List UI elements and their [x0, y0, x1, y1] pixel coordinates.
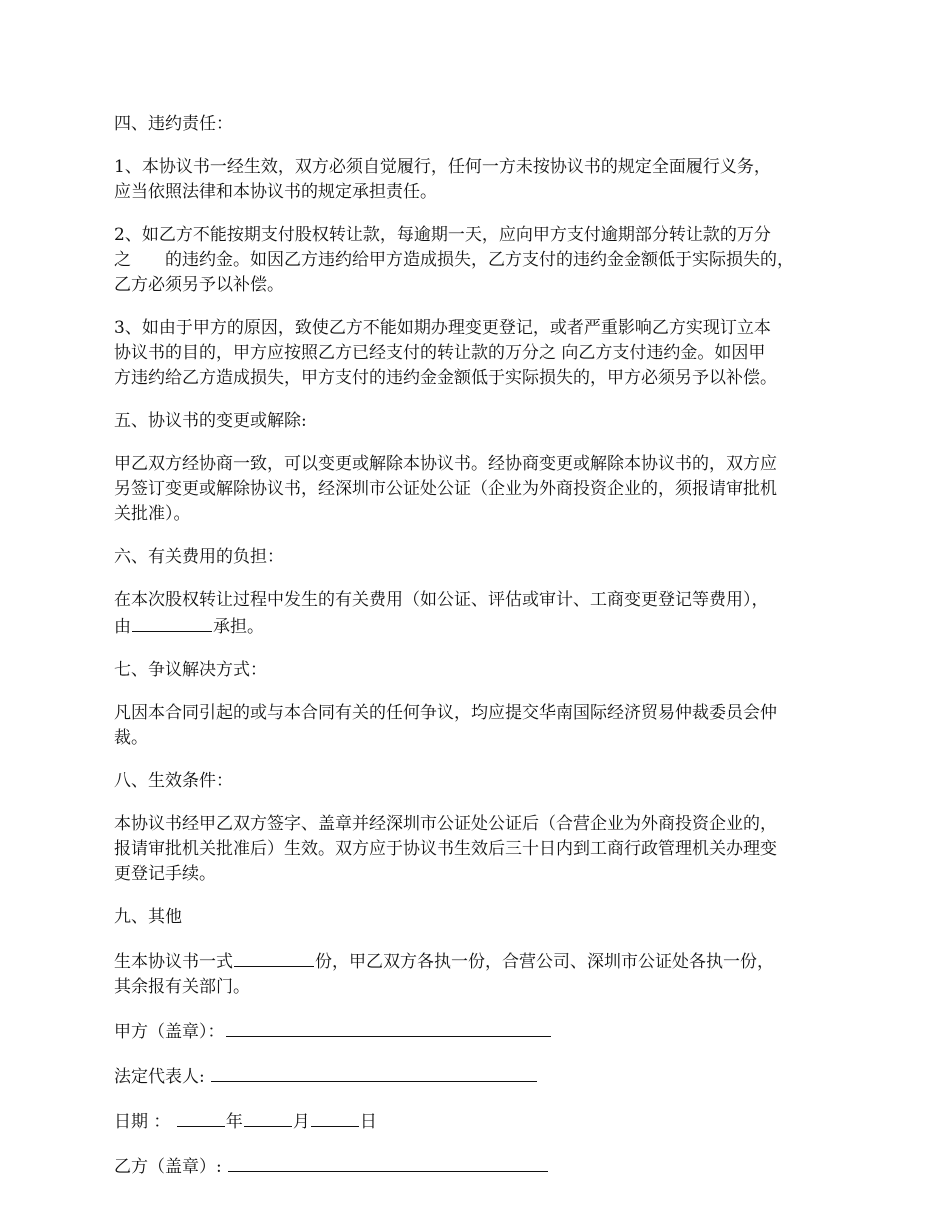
section-4-clause-2: 2、如乙方不能按期支付股权转让款，每逾期一天，应向甲方支付逾期部分转让款的万分 之 的违约金。如因乙方违约给甲方造成损失，乙方支付的违约金金额低于实际损失的， 乙方必须另予以补偿。	[114, 225, 794, 295]
year-blank	[177, 1108, 225, 1127]
section-6-body: 在本次股权转让过程中发生的有关费用（如公证、评估或审计、工商变更登记等费用）， 由 承担。	[114, 590, 769, 637]
section-5-body: 甲乙双方经协商一致，可以变更或解除本协议书。经协商变更或解除本协议书的，双方应 另签订变更或解除协议书，经深圳市公证处公证（企业为外商投资企业的，须报请审批机 关批准）。	[114, 454, 777, 524]
section-9-body: 生本协议书一式 份，甲乙双方各执一份，合营公司、深圳市公证处各执一份， 其余报有关部门。	[114, 948, 844, 1000]
fee-bearer-blank	[132, 613, 212, 632]
legal-representative-line	[211, 1063, 537, 1082]
section-5-title: 五、协议书的变更或解除:	[114, 411, 307, 431]
copies-blank	[234, 948, 314, 967]
legal-representative-signature: 法定代表人:	[114, 1063, 844, 1090]
section-4-clause-3: 3、如由于甲方的原因，致使乙方不能如期办理变更登记，或者严重影响乙方实现订立本 协议书的目的，甲方应按照乙方已经支付的转让款的万分之 向乙方支付违约金。如因甲 方违约给乙方造成损失，甲方支付的违约金金额低于实际损失的，甲方必须另予以补偿。	[114, 318, 777, 388]
month-blank	[244, 1108, 292, 1127]
section-8-title: 八、生效条件：	[114, 771, 233, 791]
section-7-title: 七、争议解决方式：	[114, 660, 267, 680]
party-b-signature: 乙方（盖章）:	[114, 1153, 844, 1180]
date-line: 日期 ： 年 月 日	[114, 1108, 844, 1135]
document-body	[114, 112, 844, 1198]
section-4-clause-1: 1、本协议书一经生效，双方必须自觉履行，任何一方未按协议书的规定全面履行义务， 应当依照法律和本协议书的规定承担责任。	[114, 157, 771, 202]
section-9-title: 九、其他	[114, 907, 182, 927]
party-a-signature: 甲方（盖章）：	[114, 1018, 844, 1045]
section-7-body: 凡因本合同引起的或与本合同有关的任何争议，均应提交华南国际经济贸易仲裁委员会仲 裁。	[114, 703, 777, 748]
party-a-signature-line	[226, 1018, 551, 1037]
party-b-signature-line	[228, 1153, 548, 1172]
section-6-title: 六、有关费用的负担：	[114, 547, 284, 567]
day-blank	[311, 1108, 359, 1127]
section-4-title: 四、违约责任：	[114, 114, 233, 134]
section-8-body: 本协议书经甲乙双方签字、盖章并经深圳市公证处公证后（合营企业为外商投资企业的， 报请审批机关批准后）生效。双方应于协议书生效后三十日内到工商行政管理机关办理变 更登记手续。	[114, 814, 777, 884]
